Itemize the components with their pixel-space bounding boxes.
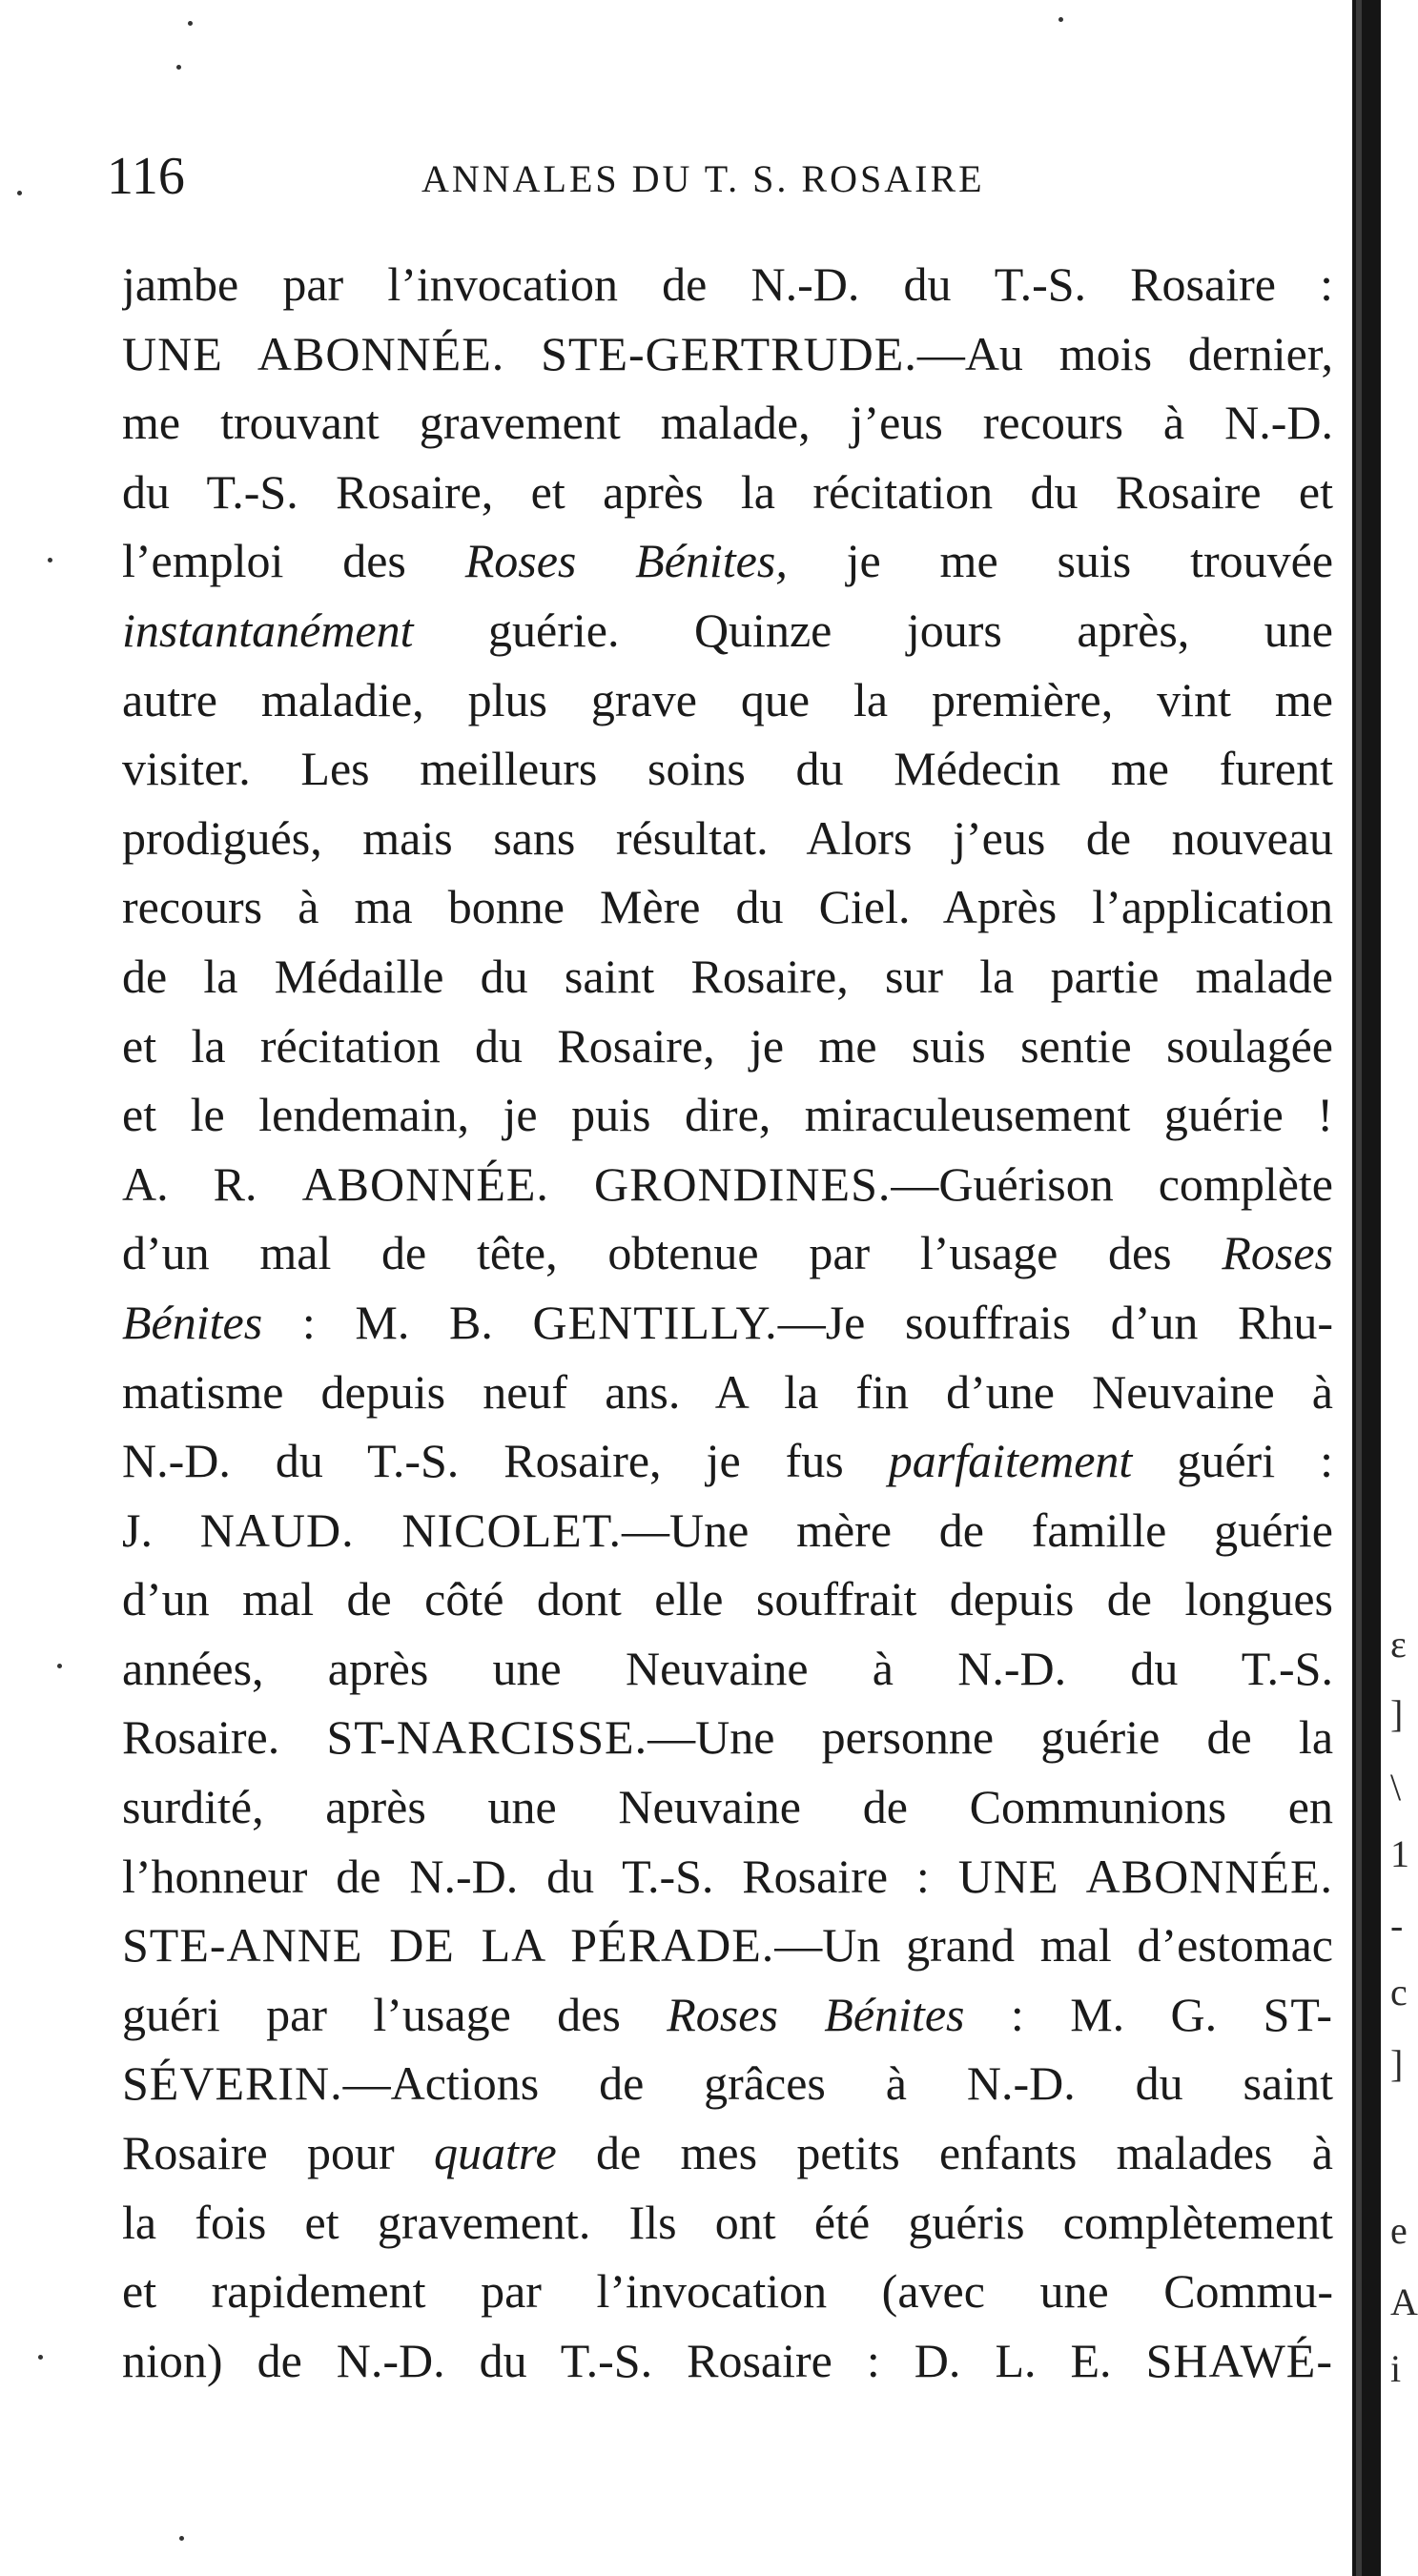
text-line [122, 734, 1333, 804]
text-run: recours à ma bonne Mère du Ciel. Après l’application [122, 880, 1333, 934]
italic-run: instantanément [122, 603, 414, 657]
italic-run: Roses Bénites, [464, 534, 788, 588]
text-run: de mes petits enfants malades à [556, 2126, 1333, 2180]
text-line [122, 2257, 1333, 2326]
margin-fragment: i [1390, 2347, 1402, 2390]
text-line [122, 1911, 1333, 1980]
italic-run: Bénites [122, 1295, 263, 1349]
text-run: jambe par l’invocation de N.-D. du T.-S. Rosaire : [122, 257, 1333, 311]
body-text [122, 250, 1333, 2395]
margin-fragment: ] [1390, 2042, 1404, 2085]
margin-fragment: A [1390, 2280, 1418, 2323]
text-line [122, 1218, 1333, 1288]
text-run: visiter. Les meilleurs soins du Médecin me furent [122, 742, 1333, 796]
text-line [122, 1080, 1333, 1150]
text-line [122, 1426, 1333, 1496]
text-run: guéri : [1132, 1434, 1333, 1488]
text-line [122, 1980, 1333, 2050]
ink-speck [188, 21, 193, 26]
text-run: N.-D. du T.-S. Rosaire, je fus [122, 1434, 889, 1488]
small-caps-run: NAUD. [199, 1503, 355, 1557]
ink-speck [57, 1664, 62, 1668]
small-caps-run: SHAWÉ- [1145, 2333, 1333, 2387]
text-run: A. R. [122, 1156, 302, 1211]
text-line [122, 804, 1333, 873]
small-caps-run: ST- [1263, 1987, 1333, 2041]
text-run: Rosaire pour [122, 2126, 434, 2180]
text-line [122, 250, 1333, 319]
text-run: —Un grand mal d’estomac [774, 1918, 1333, 1973]
text-run: me trouvant gravement malade, j’eus recours à N.-D. [122, 396, 1333, 450]
text-run: —Une personne guérie de la [647, 1710, 1333, 1765]
text-run: —Une mère de famille guérie [622, 1503, 1333, 1557]
text-run: la fois et gravement. Ils ont été guéris complètement [122, 2195, 1333, 2249]
ink-speck [179, 2536, 184, 2541]
page-edge-highlight [1356, 0, 1362, 2576]
text-run: de la Médaille du saint Rosaire, sur la partie malade [122, 949, 1333, 1003]
italic-run: Roses Bénites [667, 1987, 965, 2041]
margin-fragment: ε [1390, 1623, 1407, 1666]
page-number: 116 [107, 147, 185, 206]
text-run: —Actions de grâces à N.-D. du saint [342, 2056, 1333, 2111]
text-run: et la récitation du Rosaire, je me suis sentie soulagée [122, 1018, 1333, 1073]
text-run: autre maladie, plus grave que la première, vint me [122, 672, 1333, 726]
text-run: —Je souffrais d’un Rhu- [777, 1295, 1333, 1349]
small-caps-run: SÉVERIN. [122, 2056, 343, 2111]
text-line [122, 1842, 1333, 1912]
small-caps-run: STE-GERTRUDE. [541, 326, 917, 380]
text-run [355, 1503, 402, 1557]
text-run: je me suis trouvée [787, 534, 1333, 588]
ink-speck [38, 2355, 43, 2360]
text-line [122, 1564, 1333, 1634]
text-run: : M. B. [262, 1295, 533, 1349]
text-run: : M. G. [964, 1987, 1264, 2041]
text-line [122, 319, 1333, 389]
text-run [504, 327, 541, 380]
text-line [122, 2326, 1333, 2396]
text-line [122, 1012, 1333, 1081]
text-run: du T.-S. Rosaire, et après la récitation du Rosaire et [122, 464, 1333, 519]
text-run: —Au mois dernier, [916, 326, 1333, 380]
text-run: d’un mal de tête, obtenue par l’usage des [122, 1226, 1223, 1280]
small-caps-run: UNE ABONNÉE. [122, 326, 505, 380]
text-line [122, 942, 1333, 1012]
margin-fragment: e [1390, 2209, 1408, 2252]
text-line [122, 2118, 1333, 2188]
text-run: et rapidement par l’invocation (avec une Commu- [122, 2264, 1333, 2319]
small-caps-run: GENTILLY. [532, 1295, 778, 1349]
text-line [122, 2188, 1333, 2258]
text-run: guéri par l’usage des [122, 1987, 668, 2041]
margin-fragment: c [1390, 1971, 1408, 2014]
text-run [549, 1157, 594, 1211]
text-run: guérie. Quinze jours après, une [413, 603, 1333, 657]
ink-speck [176, 65, 181, 70]
text-line [122, 1496, 1333, 1565]
small-caps-run: ST-NARCISSE. [326, 1710, 648, 1765]
text-run: surdité, après une Neuvaine de Communions en [122, 1780, 1333, 1834]
ink-speck [48, 558, 52, 562]
text-run: matisme depuis neuf ans. A la fin d’une Neuvaine à [122, 1364, 1333, 1419]
text-run: l’honneur de N.-D. du T.-S. Rosaire : [122, 1849, 958, 1903]
text-line [122, 665, 1333, 735]
text-run: années, après une Neuvaine à N.-D. du T.-S. [122, 1641, 1333, 1695]
text-run: —Guérison complète [891, 1156, 1333, 1211]
small-caps-run: STE-ANNE DE LA PÉRADE. [122, 1918, 775, 1973]
small-caps-run: ABONNÉE. [301, 1156, 549, 1211]
italic-run: Roses [1222, 1226, 1333, 1280]
italic-run: parfaitement [888, 1434, 1133, 1488]
text-run: d’un mal de côté dont elle souffrait depuis de longues [122, 1572, 1333, 1626]
margin-fragment: \ [1390, 1766, 1402, 1809]
small-caps-run: NICOLET. [401, 1503, 623, 1557]
text-run: J. [122, 1503, 200, 1557]
text-line [122, 2049, 1333, 2118]
text-line [122, 1772, 1333, 1842]
text-line [122, 596, 1333, 665]
text-run: et le lendemain, je puis dire, miraculeusement guérie ! [122, 1088, 1333, 1142]
margin-fragment: ] [1390, 1692, 1404, 1735]
text-run: Rosaire. [122, 1710, 327, 1765]
margin-fragment: - [1390, 1904, 1404, 1947]
page-header [107, 143, 1327, 219]
text-line [122, 1288, 1333, 1358]
margin-fragment: 1 [1390, 1832, 1409, 1875]
text-line [122, 872, 1333, 942]
small-caps-run: UNE ABONNÉE. [957, 1849, 1333, 1903]
text-line [122, 1358, 1333, 1427]
ink-speck [1058, 17, 1063, 22]
text-line [122, 388, 1333, 458]
text-line [122, 458, 1333, 527]
running-head: ANNALES DU T. S. ROSAIRE [421, 157, 985, 200]
small-caps-run: GRONDINES. [593, 1156, 892, 1211]
text-line [122, 1703, 1333, 1772]
text-run: nion) de N.-D. du T.-S. Rosaire : D. L. E. [122, 2333, 1146, 2387]
text-line [122, 1150, 1333, 1219]
italic-run: quatre [434, 2126, 557, 2180]
ink-speck [17, 191, 22, 195]
text-line [122, 1634, 1333, 1704]
text-run: l’emploi des [122, 534, 465, 588]
text-line [122, 526, 1333, 596]
text-run: prodigués, mais sans résultat. Alors j’eus de nouveau [122, 810, 1333, 865]
